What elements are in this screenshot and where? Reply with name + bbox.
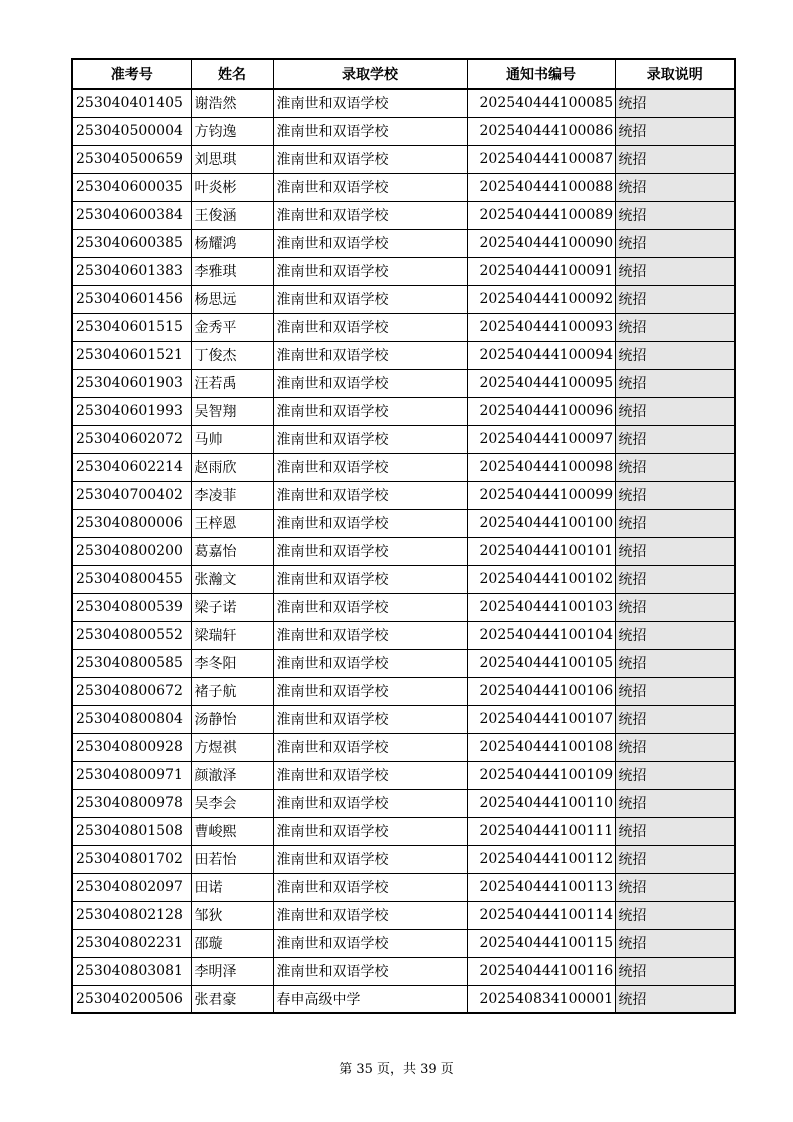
cell-exam-number: 253040500659 — [72, 145, 191, 173]
cell-name: 赵雨欣 — [191, 453, 273, 481]
cell-exam-number: 253040601383 — [72, 257, 191, 285]
cell-name: 李雅琪 — [191, 257, 273, 285]
table-row — [72, 677, 735, 705]
cell-exam-number: 253040800971 — [72, 761, 191, 789]
cell-school: 淮南世和双语学校 — [273, 145, 467, 173]
cell-school: 淮南世和双语学校 — [273, 453, 467, 481]
cell-remark: 统招 — [615, 677, 735, 705]
table-row — [72, 705, 735, 733]
cell-school: 淮南世和双语学校 — [273, 873, 467, 901]
cell-exam-number: 253040401405 — [72, 89, 191, 117]
cell-notice-number: 202540444100085 — [467, 89, 615, 117]
table-row — [72, 593, 735, 621]
cell-name: 汤静怡 — [191, 705, 273, 733]
cell-notice-number: 202540444100101 — [467, 537, 615, 565]
cell-notice-number: 202540444100105 — [467, 649, 615, 677]
cell-name: 吴李会 — [191, 789, 273, 817]
cell-notice-number: 202540444100088 — [467, 173, 615, 201]
cell-remark: 统招 — [615, 957, 735, 985]
cell-notice-number: 202540444100093 — [467, 313, 615, 341]
cell-school: 淮南世和双语学校 — [273, 117, 467, 145]
table-row — [72, 341, 735, 369]
table-row — [72, 845, 735, 873]
cell-exam-number: 253040500004 — [72, 117, 191, 145]
cell-school: 淮南世和双语学校 — [273, 957, 467, 985]
cell-name: 方钧逸 — [191, 117, 273, 145]
cell-remark: 统招 — [615, 145, 735, 173]
header-remark: 录取说明 — [615, 59, 735, 89]
cell-notice-number: 202540444100094 — [467, 341, 615, 369]
cell-exam-number: 253040601515 — [72, 313, 191, 341]
table-row — [72, 817, 735, 845]
cell-name: 梁子诺 — [191, 593, 273, 621]
cell-remark: 统招 — [615, 201, 735, 229]
cell-exam-number: 253040800804 — [72, 705, 191, 733]
cell-remark: 统招 — [615, 985, 735, 1013]
admission-list — [71, 58, 734, 1014]
cell-exam-number: 253040800200 — [72, 537, 191, 565]
cell-notice-number: 202540444100106 — [467, 677, 615, 705]
cell-exam-number: 253040800672 — [72, 677, 191, 705]
cell-school: 淮南世和双语学校 — [273, 705, 467, 733]
cell-school: 淮南世和双语学校 — [273, 509, 467, 537]
cell-school: 淮南世和双语学校 — [273, 593, 467, 621]
cell-notice-number: 202540444100096 — [467, 397, 615, 425]
cell-notice-number: 202540834100001 — [467, 985, 615, 1013]
header-notice-number: 通知书编号 — [467, 59, 615, 89]
cell-notice-number: 202540444100112 — [467, 845, 615, 873]
cell-name: 褚子航 — [191, 677, 273, 705]
cell-name: 刘思琪 — [191, 145, 273, 173]
cell-name: 田诺 — [191, 873, 273, 901]
table-row — [72, 761, 735, 789]
cell-school: 淮南世和双语学校 — [273, 789, 467, 817]
cell-name: 张瀚文 — [191, 565, 273, 593]
cell-exam-number: 253040601903 — [72, 369, 191, 397]
cell-school: 淮南世和双语学校 — [273, 565, 467, 593]
cell-name: 梁瑞轩 — [191, 621, 273, 649]
table-row — [72, 789, 735, 817]
cell-notice-number: 202540444100104 — [467, 621, 615, 649]
cell-notice-number: 202540444100109 — [467, 761, 615, 789]
table-row — [72, 313, 735, 341]
cell-exam-number: 253040800455 — [72, 565, 191, 593]
cell-name: 马帅 — [191, 425, 273, 453]
cell-name: 王梓恩 — [191, 509, 273, 537]
table-row — [72, 117, 735, 145]
cell-name: 李冬阳 — [191, 649, 273, 677]
cell-notice-number: 202540444100090 — [467, 229, 615, 257]
cell-remark: 统招 — [615, 565, 735, 593]
cell-notice-number: 202540444100116 — [467, 957, 615, 985]
cell-remark: 统招 — [615, 845, 735, 873]
header-name: 姓名 — [191, 59, 273, 89]
cell-name: 葛嘉怡 — [191, 537, 273, 565]
header-exam-number: 准考号 — [72, 59, 191, 89]
cell-school: 淮南世和双语学校 — [273, 649, 467, 677]
cell-school: 春申高级中学 — [273, 985, 467, 1013]
table-row — [72, 453, 735, 481]
cell-remark: 统招 — [615, 313, 735, 341]
cell-school: 淮南世和双语学校 — [273, 537, 467, 565]
cell-notice-number: 202540444100089 — [467, 201, 615, 229]
cell-notice-number: 202540444100086 — [467, 117, 615, 145]
cell-exam-number: 253040800978 — [72, 789, 191, 817]
cell-exam-number: 253040600035 — [72, 173, 191, 201]
cell-school: 淮南世和双语学校 — [273, 369, 467, 397]
table-row — [72, 565, 735, 593]
cell-name: 曹峻熙 — [191, 817, 273, 845]
table-header-row — [72, 59, 735, 89]
cell-exam-number: 253040800585 — [72, 649, 191, 677]
cell-school: 淮南世和双语学校 — [273, 761, 467, 789]
cell-remark: 统招 — [615, 89, 735, 117]
table-row — [72, 957, 735, 985]
table-row — [72, 649, 735, 677]
cell-exam-number: 253040800006 — [72, 509, 191, 537]
cell-exam-number: 253040602214 — [72, 453, 191, 481]
cell-notice-number: 202540444100107 — [467, 705, 615, 733]
cell-remark: 统招 — [615, 929, 735, 957]
table-row — [72, 369, 735, 397]
cell-exam-number: 253040800539 — [72, 593, 191, 621]
cell-notice-number: 202540444100115 — [467, 929, 615, 957]
table-row — [72, 89, 735, 117]
cell-exam-number: 253040802231 — [72, 929, 191, 957]
cell-name: 叶炎彬 — [191, 173, 273, 201]
cell-remark: 统招 — [615, 341, 735, 369]
cell-name: 杨耀鸿 — [191, 229, 273, 257]
page-footer: 第 35 页，共 39 页 — [339, 1062, 454, 1077]
table-row — [72, 873, 735, 901]
cell-remark: 统招 — [615, 173, 735, 201]
cell-exam-number: 253040200506 — [72, 985, 191, 1013]
table-body — [72, 89, 735, 1013]
cell-remark: 统招 — [615, 425, 735, 453]
cell-notice-number: 202540444100103 — [467, 593, 615, 621]
cell-remark: 统招 — [615, 705, 735, 733]
cell-school: 淮南世和双语学校 — [273, 201, 467, 229]
table-row — [72, 481, 735, 509]
cell-remark: 统招 — [615, 649, 735, 677]
cell-notice-number: 202540444100110 — [467, 789, 615, 817]
cell-exam-number: 253040600385 — [72, 229, 191, 257]
cell-remark: 统招 — [615, 369, 735, 397]
cell-exam-number: 253040803081 — [72, 957, 191, 985]
table-row — [72, 901, 735, 929]
cell-remark: 统招 — [615, 453, 735, 481]
cell-school: 淮南世和双语学校 — [273, 929, 467, 957]
cell-remark: 统招 — [615, 789, 735, 817]
table-row — [72, 397, 735, 425]
cell-name: 方煜祺 — [191, 733, 273, 761]
cell-remark: 统招 — [615, 509, 735, 537]
cell-school: 淮南世和双语学校 — [273, 481, 467, 509]
admission-table — [71, 58, 736, 1014]
cell-school: 淮南世和双语学校 — [273, 901, 467, 929]
cell-name: 谢浩然 — [191, 89, 273, 117]
header-school: 录取学校 — [273, 59, 467, 89]
cell-notice-number: 202540444100098 — [467, 453, 615, 481]
cell-school: 淮南世和双语学校 — [273, 621, 467, 649]
cell-remark: 统招 — [615, 761, 735, 789]
cell-name: 颜澈泽 — [191, 761, 273, 789]
cell-exam-number: 253040801702 — [72, 845, 191, 873]
table-row — [72, 985, 735, 1013]
cell-remark: 统招 — [615, 621, 735, 649]
table-row — [72, 929, 735, 957]
cell-notice-number: 202540444100113 — [467, 873, 615, 901]
cell-school: 淮南世和双语学校 — [273, 313, 467, 341]
cell-school: 淮南世和双语学校 — [273, 257, 467, 285]
table-row — [72, 257, 735, 285]
cell-remark: 统招 — [615, 481, 735, 509]
cell-exam-number: 253040601456 — [72, 285, 191, 313]
cell-exam-number: 253040802128 — [72, 901, 191, 929]
table-row — [72, 229, 735, 257]
cell-name: 汪若禹 — [191, 369, 273, 397]
cell-name: 田若怡 — [191, 845, 273, 873]
cell-remark: 统招 — [615, 593, 735, 621]
cell-notice-number: 202540444100111 — [467, 817, 615, 845]
cell-school: 淮南世和双语学校 — [273, 89, 467, 117]
cell-notice-number: 202540444100099 — [467, 481, 615, 509]
table-row — [72, 509, 735, 537]
table-row — [72, 621, 735, 649]
cell-exam-number: 253040802097 — [72, 873, 191, 901]
cell-school: 淮南世和双语学校 — [273, 285, 467, 313]
cell-notice-number: 202540444100100 — [467, 509, 615, 537]
table-row — [72, 285, 735, 313]
cell-school: 淮南世和双语学校 — [273, 173, 467, 201]
cell-remark: 统招 — [615, 873, 735, 901]
cell-exam-number: 253040601993 — [72, 397, 191, 425]
cell-name: 杨思远 — [191, 285, 273, 313]
cell-name: 王俊涵 — [191, 201, 273, 229]
cell-notice-number: 202540444100097 — [467, 425, 615, 453]
cell-name: 李凌菲 — [191, 481, 273, 509]
cell-school: 淮南世和双语学校 — [273, 397, 467, 425]
table-row — [72, 425, 735, 453]
cell-remark: 统招 — [615, 229, 735, 257]
cell-remark: 统招 — [615, 817, 735, 845]
cell-remark: 统招 — [615, 537, 735, 565]
cell-exam-number: 253040602072 — [72, 425, 191, 453]
table-row — [72, 201, 735, 229]
cell-name: 张君豪 — [191, 985, 273, 1013]
cell-notice-number: 202540444100092 — [467, 285, 615, 313]
cell-notice-number: 202540444100095 — [467, 369, 615, 397]
cell-school: 淮南世和双语学校 — [273, 341, 467, 369]
cell-name: 李明泽 — [191, 957, 273, 985]
cell-school: 淮南世和双语学校 — [273, 817, 467, 845]
table-row — [72, 733, 735, 761]
cell-remark: 统招 — [615, 733, 735, 761]
cell-remark: 统招 — [615, 117, 735, 145]
cell-exam-number: 253040600384 — [72, 201, 191, 229]
cell-exam-number: 253040800552 — [72, 621, 191, 649]
cell-exam-number: 253040601521 — [72, 341, 191, 369]
cell-school: 淮南世和双语学校 — [273, 733, 467, 761]
table-row — [72, 173, 735, 201]
table-row — [72, 145, 735, 173]
cell-remark: 统招 — [615, 285, 735, 313]
cell-notice-number: 202540444100114 — [467, 901, 615, 929]
cell-name: 邵璇 — [191, 929, 273, 957]
cell-notice-number: 202540444100091 — [467, 257, 615, 285]
cell-notice-number: 202540444100087 — [467, 145, 615, 173]
cell-school: 淮南世和双语学校 — [273, 425, 467, 453]
cell-exam-number: 253040800928 — [72, 733, 191, 761]
cell-school: 淮南世和双语学校 — [273, 229, 467, 257]
cell-school: 淮南世和双语学校 — [273, 845, 467, 873]
cell-exam-number: 253040801508 — [72, 817, 191, 845]
cell-name: 金秀平 — [191, 313, 273, 341]
cell-name: 邹狄 — [191, 901, 273, 929]
cell-notice-number: 202540444100102 — [467, 565, 615, 593]
cell-remark: 统招 — [615, 397, 735, 425]
cell-notice-number: 202540444100108 — [467, 733, 615, 761]
cell-school: 淮南世和双语学校 — [273, 677, 467, 705]
cell-remark: 统招 — [615, 257, 735, 285]
cell-name: 吴智翔 — [191, 397, 273, 425]
cell-exam-number: 253040700402 — [72, 481, 191, 509]
cell-remark: 统招 — [615, 901, 735, 929]
cell-name: 丁俊杰 — [191, 341, 273, 369]
table-row — [72, 537, 735, 565]
